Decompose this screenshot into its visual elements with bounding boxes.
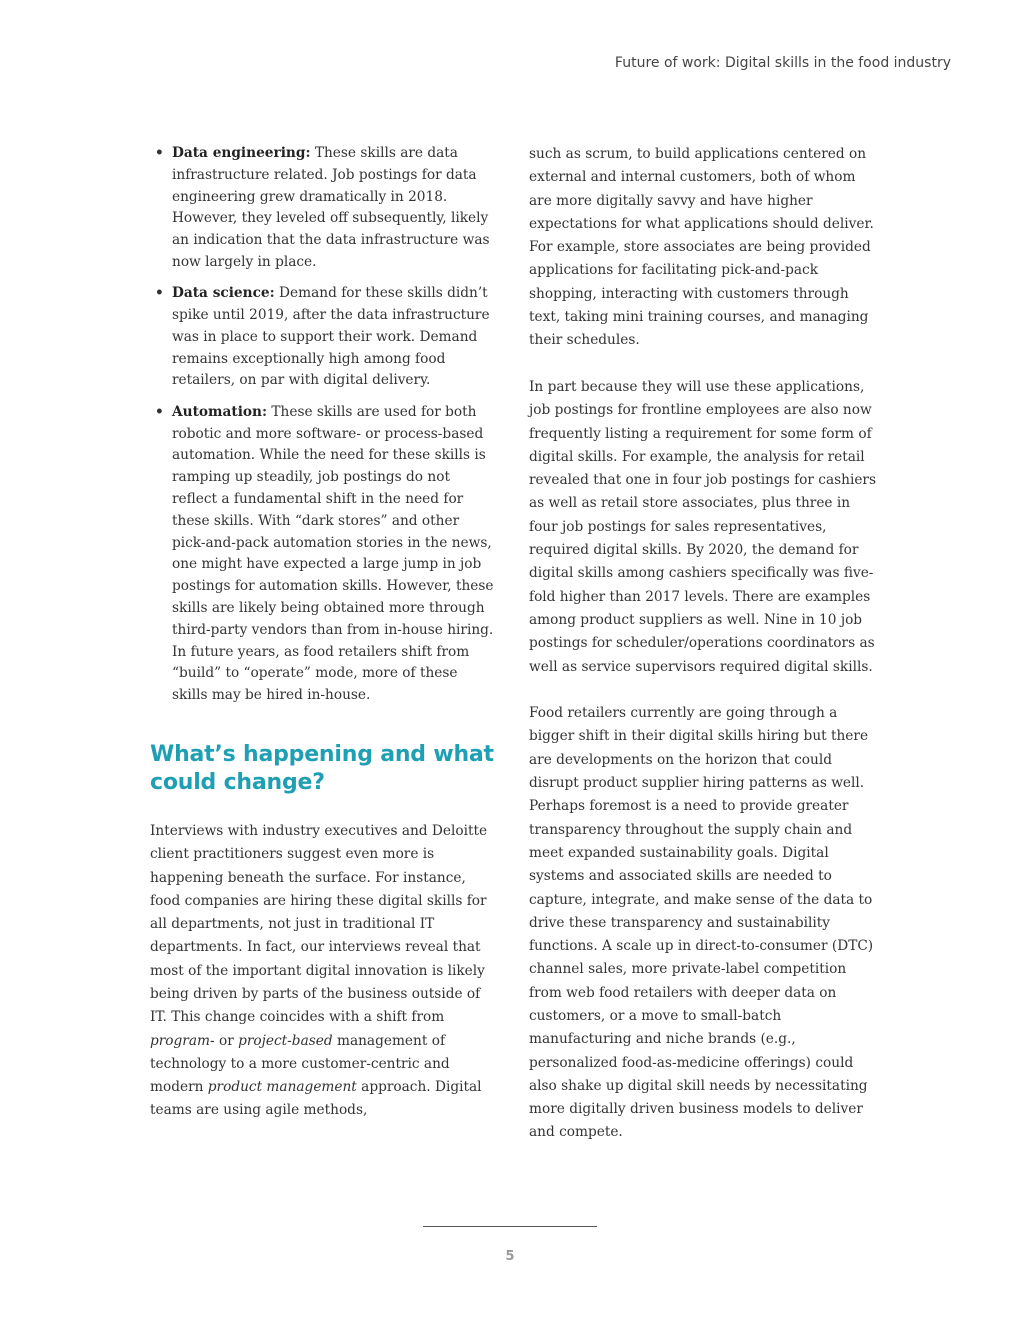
right-column [529, 143, 877, 1145]
intro-paragraph: Interviews with industry executives and Deloitte client practitioners suggest even more is happening beneath the surface. For instance, food companies are hiring these digital skills for all departments, not just in traditional IT departments. In fact, our interviews reveal that most of the important digital innovation is likely being driven by parts of the business outside of IT. This change coincides with a shift from program- or project-based management of technology to a more customer-centric and modern product management approach. Digital teams are using agile methods, [150, 822, 488, 1119]
bullet-automation: • Automation: These skills are used for both robotic and more software- or process-based automation. While the need for these skills is ramping up steadily, job postings do not reflect a fundamental shift in the need for these skills. With “dark stores” and other pick-and-pack automation stories in the news, one might have expected a large jump in job postings for automation skills. However, these skills are likely being obtained more through third-party vendors than from in-house hiring. In future years, as food retailers shift from “build” to “operate” mode, more of these skills may be hired in-house. [155, 403, 494, 704]
bullet-dot-icon: • [155, 145, 164, 161]
section-heading: What’s happening and what could change? [150, 741, 494, 795]
skills-bullet-list [150, 143, 494, 707]
bullet-text: Demand for these skills didn’t spike until 2019, after the data infrastructure was in place to support their work. Demand remains exceptionally high among food retailers, on par with digital delivery. [172, 285, 490, 389]
bullet-term: Data science [172, 285, 270, 302]
bullet-text: These skills are data infrastructure related. Job postings for data engineering grew dramatically in 2018. However, they leveled off subsequently, likely an indication that the data infrastructure was now largely in place. [172, 145, 490, 270]
left-column [150, 143, 494, 1123]
footer-divider [423, 1226, 597, 1227]
bullet-text: These skills are used for both robotic and more software- or process-based automation. While the need for these skills is ramping up steadily, job postings do not reflect a fundamental shift in the need for these skills. With “dark stores” and other pick-and-pack automation stories in the news, one might have expected a large jump in job postings for automation skills. However, these skills are likely being obtained more through third-party vendors than from in-house hiring. In future years, as food retailers shift from “build” to “operate” mode, more of these skills may be hired in-house. [172, 403, 494, 704]
bullet-term: Data engineering [172, 145, 306, 161]
emphasis-project-based: project-based [238, 1032, 333, 1049]
running-header: Future of work: Digital skills in the food industry [614, 55, 951, 71]
page-number: 5 [505, 1249, 515, 1264]
bullet-dot-icon: • [155, 285, 164, 302]
paragraph-frontline-employees: In part because they will use these applications, job postings for frontline employees are also now frequently listing a requirement for some form of digital skills. For example, the analysis for retail revealed that one in four job postings for cashiers as well as retail store associates, plus three in four job postings for sales representatives, required digital skills. By 2020, the demand for digital skills among cashiers specifically was five-fold higher than 2017 levels. There are examples among product suppliers as well. Nine in 10 job postings for scheduler/operations coordinators as well as service supervisors required digital skills. [529, 378, 876, 675]
emphasis-product-management: product management [207, 1079, 357, 1096]
bullet-term: Automation [172, 403, 262, 420]
emphasis-program: program- [150, 1032, 215, 1049]
bullet-dot-icon: • [155, 403, 164, 420]
paragraph-food-retailers: Food retailers currently are going through a bigger shift in their digital skills hiring but there are developments on the horizon that could disrupt product supplier hiring patterns as well. Perhaps foremost is a need to provide greater transparency throughout the supply chain and meet expanded sustainability goals. Digital systems and associated skills are needed to capture, integrate, and make sense of the data to drive these transparency and sustainability functions. A scale up in direct-to-consumer (DTC) channel sales, more private-label competition from web food retailers with deeper data on customers, or a move to small-batch manufacturing and niche brands (e.g., personalized food-as-medicine offerings) could also shake up digital skill needs by necessitating more digitally driven business models to deliver and compete. [529, 705, 874, 1141]
bullet-data-engineering: • Data engineering: These skills are data infrastructure related. Job postings for data engineering grew dramatically in 2018. However, they leveled off subsequently, likely an indication that the data infrastructure was now largely in place. [155, 145, 490, 270]
paragraph-applications: such as scrum, to build applications centered on external and internal customers, both of whom are more digitally savvy and have higher expectations for what applications should deliver. For example, store associates are being provided applications for facilitating pick-and-pack shopping, interacting with customers through text, taking mini training courses, and managing their schedules. [529, 146, 874, 349]
bullet-data-science: • Data science: Demand for these skills didn’t spike until 2019, after the data infrastructure was in place to support their work. Demand remains exceptionally high among food retailers, on par with digital delivery. [155, 285, 490, 389]
